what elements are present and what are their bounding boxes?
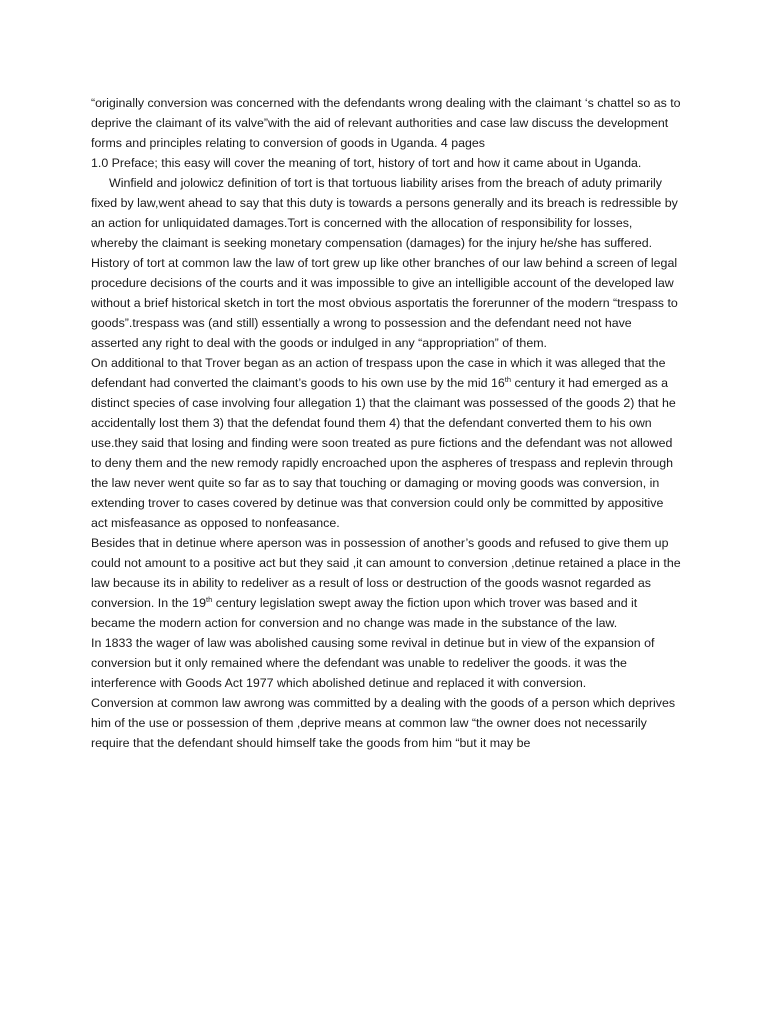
history-paragraph: History of tort at common law the law of tort grew up like other branches of our law behind a screen of legal procedure decisions of the courts and it was impossible to give an intelligible account of the developed law without a brief historical sketch in tort the most obvious asportatis the forerunner of the modern “trespass to goods”.trespass was (and still) essentially a wrong to possession and the defendant need not have asserted any right to deal with the goods or indulged in any “appropriation” of them.	[91, 256, 678, 350]
detinue-text-b: century legislation swept away the fiction upon which trover was based and it became the modern action for conversion and no change was made in the substance of the law.	[91, 596, 638, 630]
trover-superscript: th	[504, 375, 512, 384]
detinue-paragraph	[91, 533, 681, 633]
preface-paragraph: 1.0 Preface; this easy will cover the meaning of tort, history of tort and how it came about in Uganda.	[91, 156, 642, 170]
detinue-superscript: th	[206, 595, 213, 604]
trover-paragraph	[91, 353, 681, 533]
conversion-paragraph: Conversion at common law awrong was committed by a dealing with the goods of a person which deprives him of the use or possession of them ,deprive means at common law “the owner does not necessarily require that the defendant should himself take the goods from him “but it may be	[91, 696, 676, 750]
document-body	[91, 93, 681, 753]
winfield-paragraph: Winfield and jolowicz definition of tort is that tortuous liability arises from the breach of aduty primarily fixed by law,went ahead to say that this duty is towards a persons generally and its breach is redressible by an action for unliquidated damages.Tort is concerned with the allocation of responsibility for losses, whereby the claimant is seeking monetary compensation (damages) for the injury he/she has suffered.	[91, 176, 678, 250]
wager-of-law-paragraph: In 1833 the wager of law was abolished causing some revival in detinue but in view of the expansion of conversion but it only remained where the defendant was unable to redeliver the goods. it was the interference with Goods Act 1977 which abolished detinue and replaced it with conversion.	[91, 636, 655, 690]
trover-text-a: On additional to that Trover began as an action of trespass upon the case in which it was alleged that the defendant had converted the claimant’s goods to his own use by the mid 16	[91, 356, 666, 390]
essay-question: “originally conversion was concerned with the defendants wrong dealing with the claimant ‘s chattel so as to deprive the claimant of its valve”with the aid of relevant authorities and case law discuss the development forms and principles relating to conversion of goods in Uganda. 4 pages	[91, 96, 681, 150]
trover-text-b: century it had emerged as a distinct species of case involving four allegation 1) that the claimant was possessed of the goods 2) that he accidentally lost them 3) that the defendat found them 4) that the defendant converted them to his own use.they said that losing and finding were soon treated as pure fictions and the defendant was not allowed to deny them and the new remody rapidly encroached upon the aspheres of trespass and replevin through the law never went quite so far as to say that touching or damaging or moving goods was conversion, in extending trover to cases covered by detinue was that conversion could only be committed by appositive act misfeasance as opposed to nonfeasance.	[91, 376, 676, 530]
detinue-text-a: Besides that in detinue where aperson was in possession of another’s goods and refused to give them up could not amount to a positive act but they said ,it can amount to conversion ,detinue retained a place in the law because its in ability to redeliver as a result of loss or destruction of the goods wasnot regarded as conversion. In the 19	[91, 536, 681, 610]
